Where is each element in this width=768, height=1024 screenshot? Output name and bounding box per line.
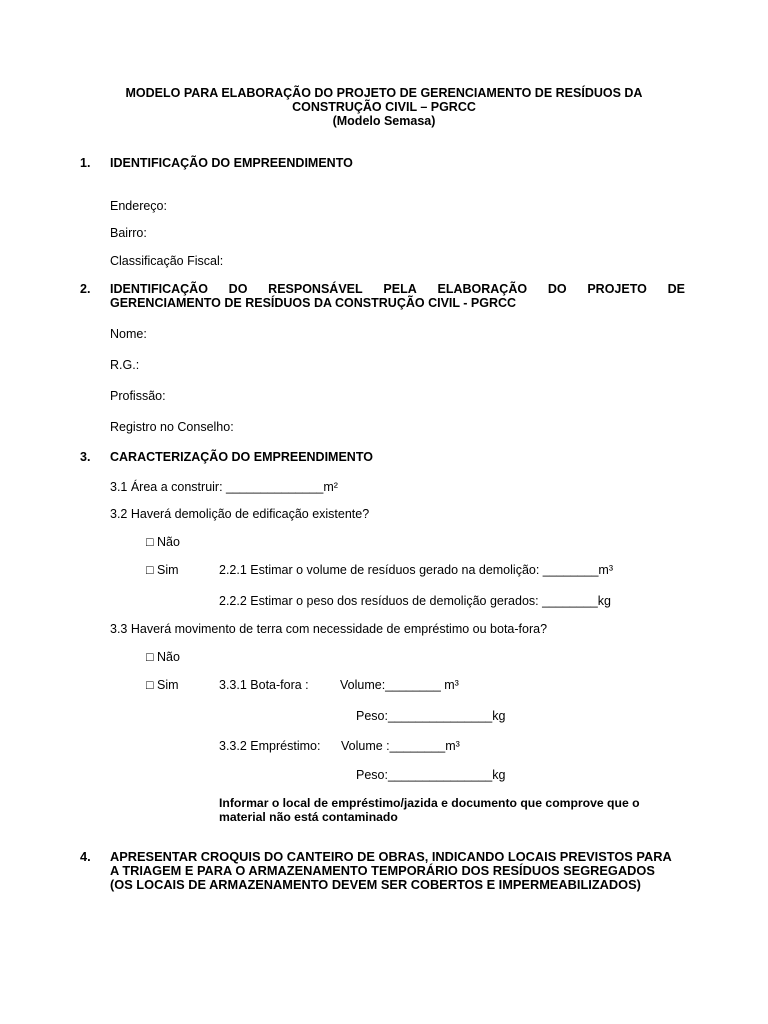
item-3-3-1-peso: Peso:_______________kg xyxy=(356,709,506,723)
item-3-3-1-label: 3.3.1 Bota-fora : xyxy=(219,678,309,692)
section2-number: 2. xyxy=(80,282,91,296)
checkbox-nao-terra[interactable]: □ Não xyxy=(146,650,180,664)
document-subtitle: (Modelo Semasa) xyxy=(332,114,436,128)
section4-line1: APRESENTAR CROQUIS DO CANTEIRO DE OBRAS, INDICANDO LOCAIS PREVISTOS PARA xyxy=(110,849,672,864)
checkbox-sim-terra[interactable]: □ Sim xyxy=(146,678,179,692)
section4-line3: (OS LOCAIS DE ARMAZENAMENTO DEVEM SER COBERTOS E IMPERMEABILIZADOS) xyxy=(110,877,641,892)
field-profissao: Profissão: xyxy=(110,389,166,403)
note-line1: Informar o local de empréstimo/jazida e documento que comprove que o xyxy=(219,796,640,810)
title-word: RESPONSÁVEL xyxy=(268,282,363,296)
field-nome: Nome: xyxy=(110,327,147,341)
item-3-3-2-volume: Volume :________m³ xyxy=(341,739,460,753)
title-word: DE xyxy=(667,282,685,296)
section3-title: CARACTERIZAÇÃO DO EMPREENDIMENTO xyxy=(110,450,373,464)
section2-title-line1 xyxy=(110,282,685,296)
item-2-2-2: 2.2.2 Estimar o peso dos resíduos de demolição gerados: ________kg xyxy=(219,594,611,608)
section2-title-line2: GERENCIAMENTO DE RESÍDUOS DA CONSTRUÇÃO CIVIL - PGRCC xyxy=(110,296,517,310)
field-registro-conselho: Registro no Conselho: xyxy=(110,420,234,434)
title-word: PELA xyxy=(383,282,417,296)
section3-number: 3. xyxy=(80,450,91,464)
section1-number: 1. xyxy=(80,156,91,170)
document-title-line2: CONSTRUÇÃO CIVIL – PGRCC xyxy=(292,100,476,114)
title-word: ELABORAÇÃO xyxy=(437,282,528,296)
field-endereco: Endereço: xyxy=(110,199,167,213)
title-word: IDENTIFICAÇÃO xyxy=(110,282,208,296)
section4-line2: A TRIAGEM E PARA O ARMAZENAMENTO TEMPORÁRIO DOS RESÍDUOS SEGREGADOS xyxy=(110,863,655,878)
document-title-line1: MODELO PARA ELABORAÇÃO DO PROJETO DE GERENCIAMENTO DE RESÍDUOS DA xyxy=(125,86,643,100)
title-word: DO xyxy=(547,282,567,296)
item-3-3-2-peso: Peso:_______________kg xyxy=(356,768,506,782)
item-3-3-1-volume: Volume:________ m³ xyxy=(340,678,459,692)
item-3-3: 3.3 Haverá movimento de terra com necessidade de empréstimo ou bota-fora? xyxy=(110,622,548,636)
field-bairro: Bairro: xyxy=(110,226,147,240)
item-3-1: 3.1 Área a construir: ______________m² xyxy=(110,480,338,494)
checkbox-sim-demolicao[interactable]: □ Sim xyxy=(146,563,179,577)
section1-title: IDENTIFICAÇÃO DO EMPREENDIMENTO xyxy=(110,156,353,170)
field-classificacao-fiscal: Classificação Fiscal: xyxy=(110,254,224,268)
checkbox-nao-demolicao[interactable]: □ Não xyxy=(146,535,180,549)
note-line2: material não está contaminado xyxy=(219,810,398,824)
title-word: DO xyxy=(228,282,248,296)
title-word: PROJETO xyxy=(587,282,647,296)
item-2-2-1: 2.2.1 Estimar o volume de resíduos gerado na demolição: ________m³ xyxy=(219,563,613,577)
item-3-3-2-label: 3.3.2 Empréstimo: xyxy=(219,739,321,753)
field-rg: R.G.: xyxy=(110,358,140,372)
section2-title xyxy=(110,282,685,310)
item-3-2: 3.2 Haverá demolição de edificação existente? xyxy=(110,507,370,521)
section4-number: 4. xyxy=(80,849,91,864)
